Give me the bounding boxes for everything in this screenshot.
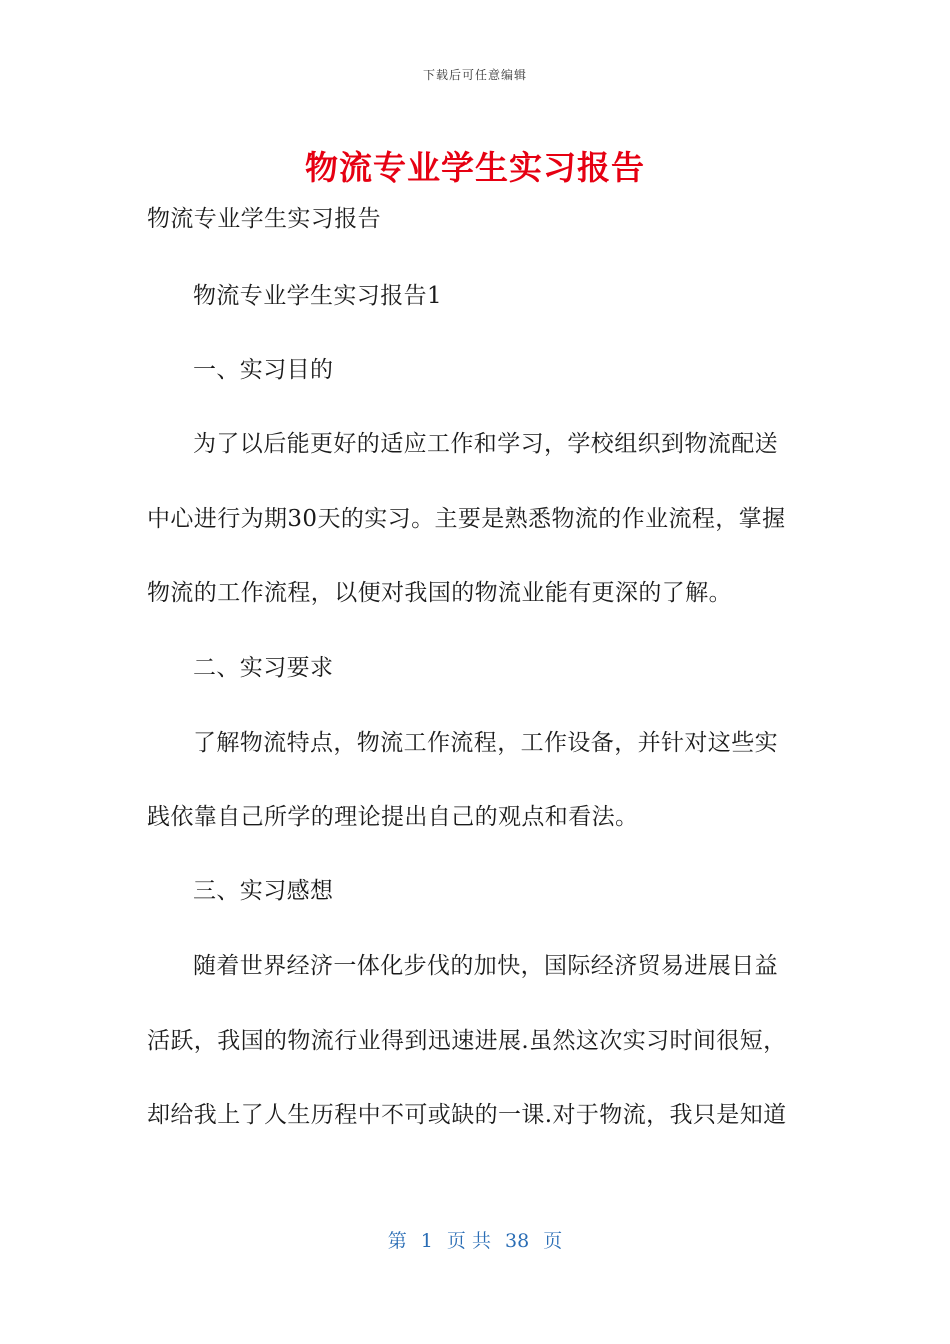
section-heading: 二、实习要求: [193, 655, 334, 681]
section-heading: 物流专业学生实习报告1: [193, 283, 443, 309]
body-line: 了解物流特点，物流工作流程，工作设备，并针对这些实: [193, 730, 778, 756]
body-line: 却给我上了人生历程中不可或缺的一课.对于物流，我只是知道: [147, 1102, 787, 1128]
document-title: 物流专业学生实习报告: [305, 148, 645, 187]
body-line: 物流的工作流程，以便对我国的物流业能有更深的了解。: [147, 580, 732, 606]
body-line: 践依靠自己所学的理论提出自己的观点和看法。: [147, 804, 639, 830]
page-header-note: 下载后可任意编辑: [422, 68, 527, 82]
body-line: 随着世界经济一体化步伐的加快，国际经济贸易进展日益: [193, 953, 778, 979]
footer-current-page: 1: [420, 1230, 433, 1252]
body-line: 活跃，我国的物流行业得到迅速进展.虽然这次实习时间很短，: [147, 1028, 787, 1054]
footer-prefix: 第: [387, 1230, 407, 1252]
footer-mid: 页 共: [446, 1230, 491, 1252]
section-heading: 一、实习目的: [193, 357, 334, 383]
section-heading: 三、实习感想: [193, 878, 334, 904]
body-line: 中心进行为期30天的实习。主要是熟悉物流的作业流程，掌握: [147, 506, 786, 532]
body-line: 为了以后能更好的适应工作和学习，学校组织到物流配送: [193, 431, 778, 457]
footer-suffix: 页: [543, 1230, 563, 1252]
page-number-footer: [0, 1226, 950, 1253]
footer-total-pages: 38: [505, 1230, 530, 1252]
body-line: 物流专业学生实习报告: [147, 206, 381, 232]
